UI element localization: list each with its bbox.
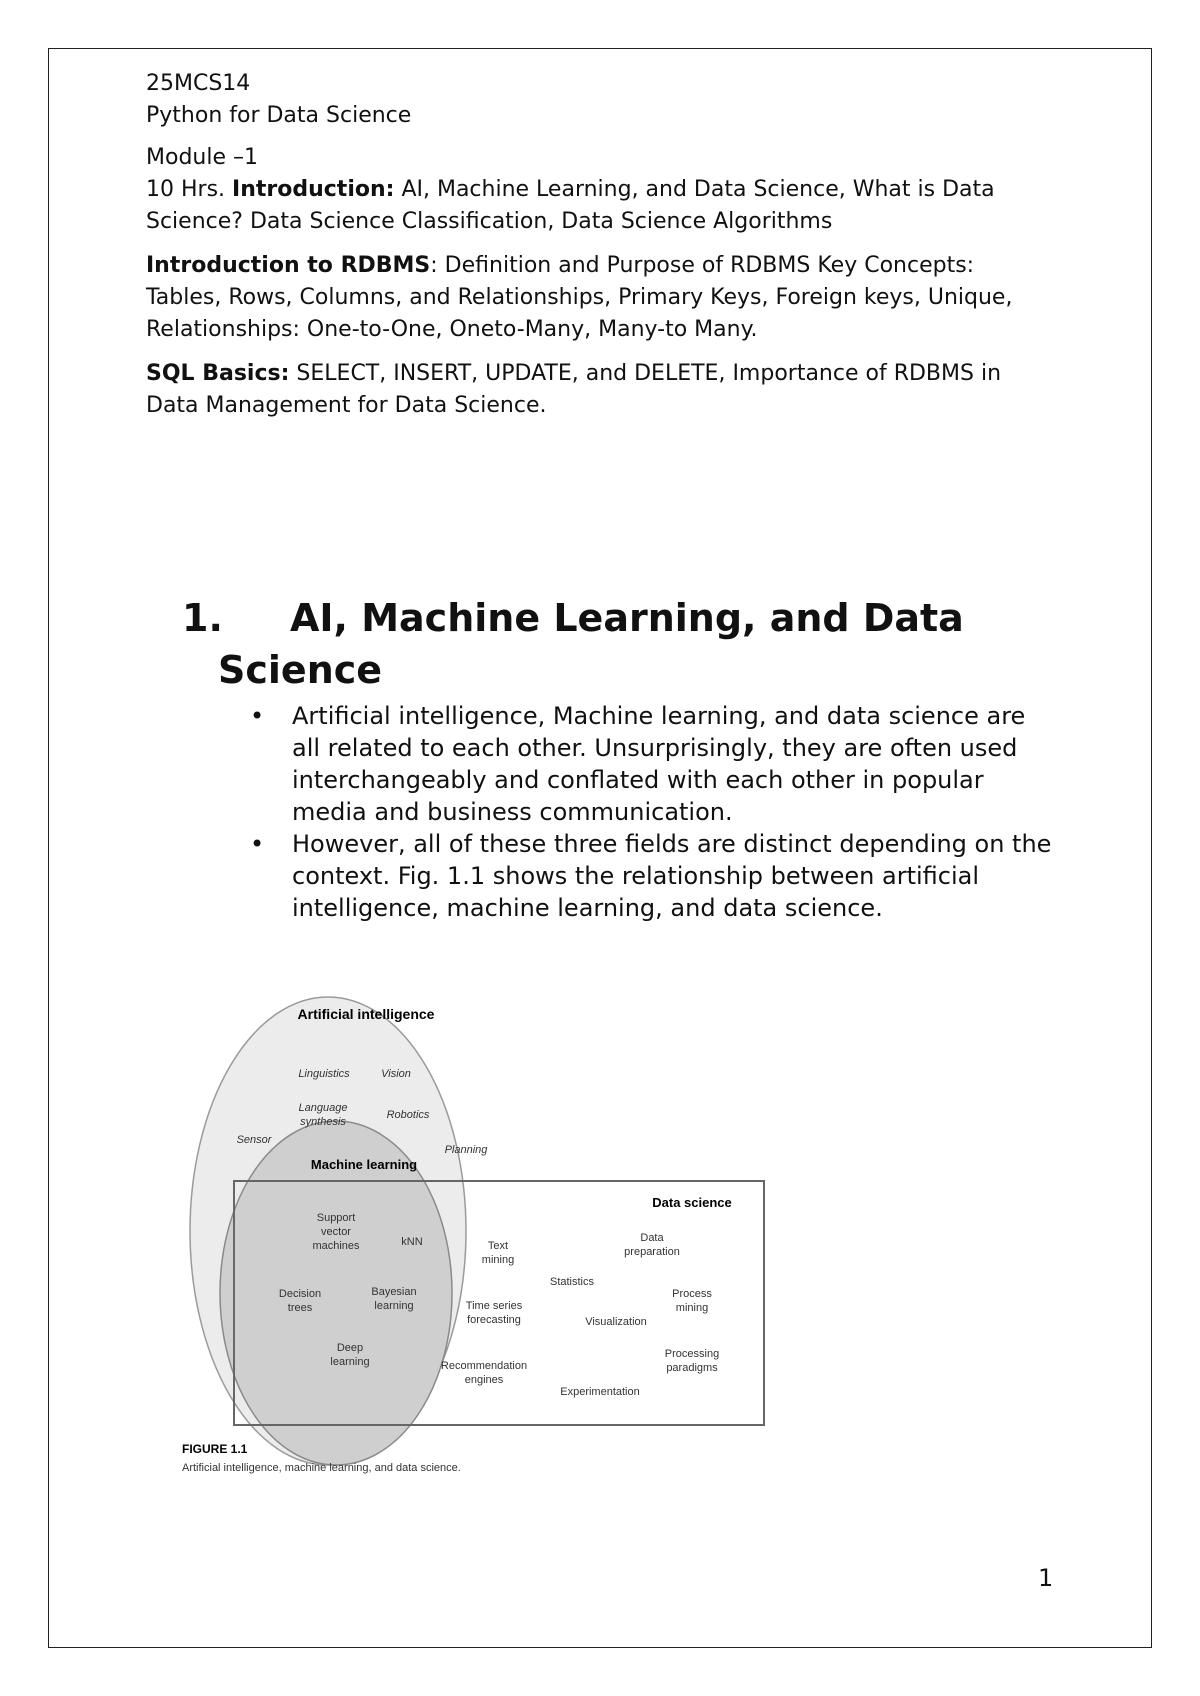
ml-item: Decision [278,1288,322,1300]
course-title: Python for Data Science [146,103,412,128]
module-introduction [146,174,1046,238]
figure-caption-text: Artificial intelligence, machine learning, and data science. [182,1462,461,1474]
section-number: 1. [182,596,223,640]
shared-item: Recommendation [440,1360,528,1372]
ds-item: Statistics [549,1276,595,1288]
ml-item: Bayesian [371,1286,417,1298]
ml-ellipse [220,1121,452,1465]
section-bullets [228,700,1058,924]
shared-item: Text [487,1240,509,1252]
ml-item: vector [321,1226,351,1238]
section-title-line1: AI, Machine Learning, and Data [290,596,964,640]
ai-item: Linguistics [298,1068,350,1080]
bullet-item: • Artificial intelligence, Machine learning, and data science are all related to each other. Unsurprisingly, they are often used interchangeably and conflated with each other in popular media and business communication. [228,700,1058,828]
ds-item: preparation [624,1246,680,1258]
module-hours: 10 Hrs. [146,177,233,202]
shared-item: forecasting [467,1314,521,1326]
ai-item: Vision [381,1068,411,1080]
section-title-line2: Science [218,648,383,692]
ds-item: mining [675,1302,709,1314]
ml-item: kNN [401,1236,423,1248]
ds-item: Data [640,1232,664,1244]
page-number: 1 [1038,1564,1054,1592]
ai-item: Sensor [236,1134,272,1146]
ai-item: synthesis [300,1116,346,1128]
ml-item: Support [316,1212,356,1224]
venn-diagram [178,995,778,1495]
sql-text: SELECT, INSERT, UPDATE, and DELETE, Importance of RDBMS in Data Management for Data Science. [146,361,1002,418]
figure-1-1 [178,995,778,1495]
ml-item: trees [287,1302,313,1314]
page-content [146,68,1046,422]
ai-item: Language [298,1102,348,1114]
ds-title: Data science [652,1195,732,1210]
ai-item: Planning [444,1144,488,1156]
shared-item: Time series [465,1300,523,1312]
ai-item: Robotics [386,1109,430,1121]
figure-caption-title: FIGURE 1.1 [182,1442,248,1456]
sql-label: SQL Basics: [146,361,290,386]
bullet-item: • However, all of these three fields are distinct depending on the context. Fig. 1.1 shows the relationship between artificial intelligence, machine learning, and data science. [228,828,1058,924]
course-code: 25MCS14 [146,71,251,96]
shared-item: engines [464,1374,504,1386]
ml-title: Machine learning [310,1157,418,1172]
ds-item: Visualization [585,1316,647,1328]
ds-item: Experimentation [560,1386,640,1398]
rdbms-text: : Definition and Purpose of RDBMS Key Concepts: Tables, Rows, Columns, and Relationships, Primary Keys, Foreign keys, Unique, Relationships: One-to-One, Oneto-Many, Many-to Many. [146,253,1013,342]
rdbms-label: Introduction to RDBMS [146,253,431,278]
ml-item: Deep [336,1342,364,1354]
ml-item: learning [374,1300,414,1312]
introduction-text: AI, Machine Learning, and Data Science, What is Data Science? Data Science Classification, Data Science Algorithms [146,177,995,234]
ai-title: Artificial intelligence [297,1006,435,1022]
ds-item: Processing [664,1348,720,1360]
shared-item: mining [481,1254,515,1266]
rdbms-paragraph [146,250,1046,346]
sql-paragraph [146,358,1046,422]
module-label: Module –1 [146,145,258,170]
ds-item: paradigms [666,1362,718,1374]
introduction-label: Introduction: [232,177,395,202]
ml-item: learning [330,1356,370,1368]
ml-item: machines [312,1240,360,1252]
section-heading [182,592,1082,696]
ds-item: Process [672,1288,712,1300]
